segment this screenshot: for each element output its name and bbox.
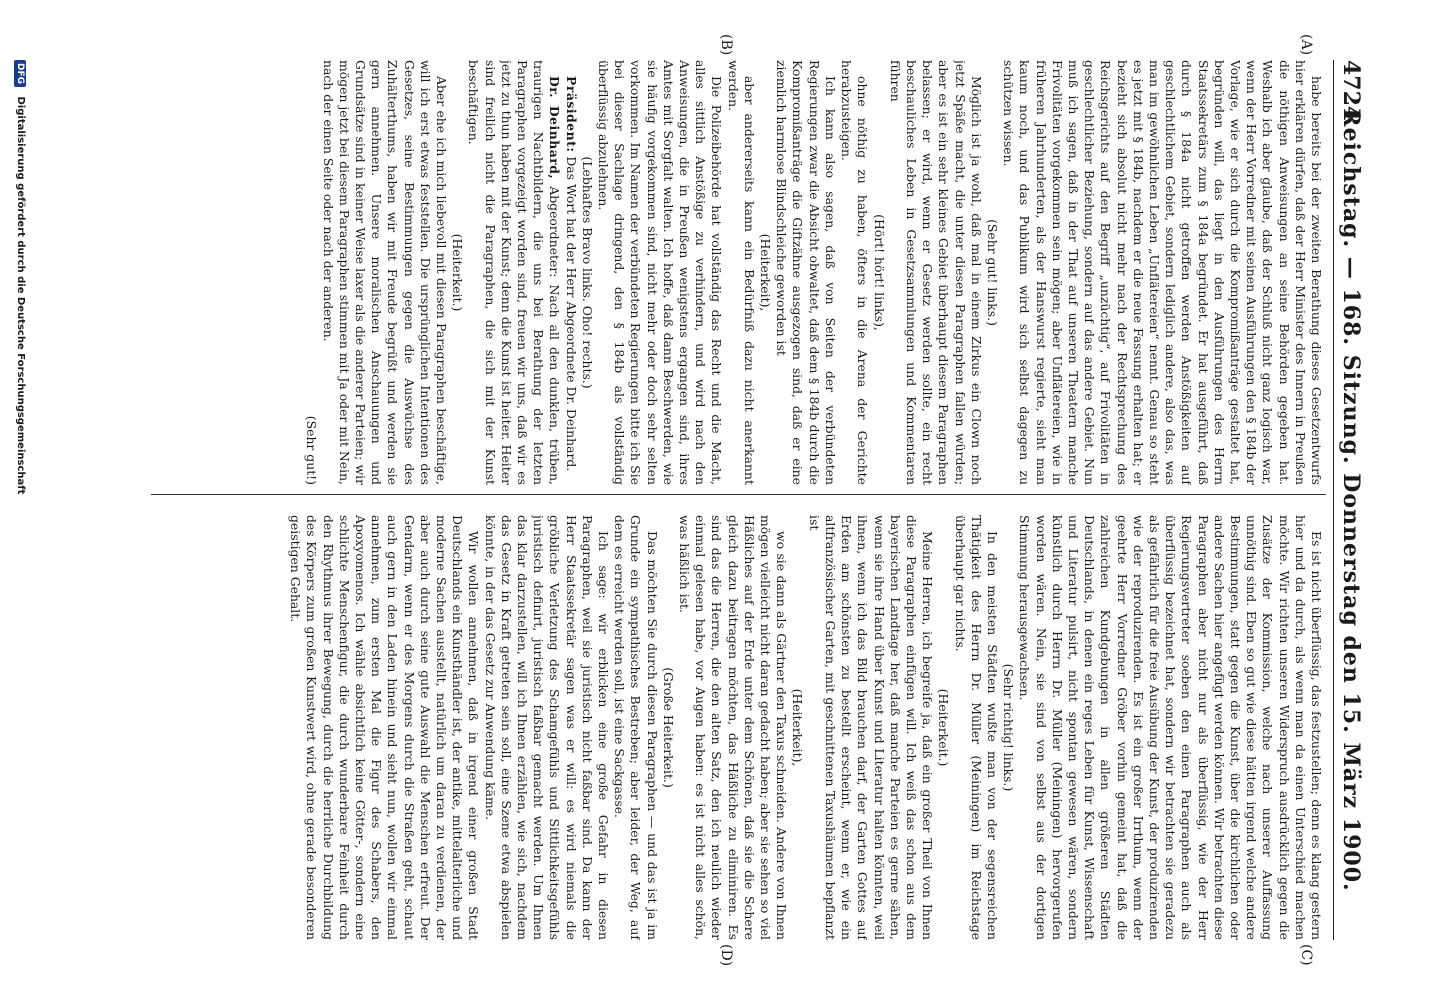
speaker-paragraph xyxy=(465,60,562,485)
interjection: (Heiterkeit), xyxy=(790,688,806,767)
interjection: (Hört! hört! links), xyxy=(871,214,887,331)
body-paragraph: Die Polizeibehörde hat vollständig das Recht und die Macht, alles sittlich Anstößige zu verhindern, und wird nach den Anweisungen, die in Preußen wenigstens ergangen sind, ihres Amtes mit Sorgfalt walten. Ich hoffe, daß dann Beschwerden, wie sie häufig vorgekommen sind, nicht mehr oder doch sehr selten vorkommen. Im Namen der verbündeten Regierungen bitte ich Sie bei dieser Sachlage dringend, den § 184b als vollständig überflüssig abzulehnen. xyxy=(596,60,725,485)
digitization-credit: Digitalisierung gefördert durch die Deutsche Forschungsgemeinschaft xyxy=(15,96,26,495)
body-paragraph: In den meisten Städten wußte man von der segensreichen Thätigkeit des Herrn Dr. Müller (Meiningen) im Reichstage überhaupt gar nichts. xyxy=(952,515,1000,940)
column-divider xyxy=(151,494,1326,495)
body-paragraph: wo sie dann als Gärtner den Taxus schneiden. Andere von Ihnen mögen vielleicht nicht daran gedacht haben; aber sie sehen so viel Häßliches auf der Erde unter dem Schönen, daß sie die Schere gleich dazu beitragen möchten, das Häßliche zu eliminiren. Es sind das die Herren, die den alten Satz, den ich neulich wieder einmal gelesen habe, vor Augen haben: es ist nicht alles schön, was häßlich ist. xyxy=(677,515,790,940)
body-paragraph: Aber ehe ich mich liebevoll mit diesen Paragraphen beschäftige, will ich erst etwas feststellen. Die ursprünglichen Intentionen des Gesetzes, seine Bestimmungen gegen die Auswüchse des Zuhälterthums, haben wir mit Freude begrüßt und werden sie gern annehmen. Unsere moralischen Anschauungen und Grundsätze sind in keiner Weise laxer als die anderer Parteien; wir mögen jetzt bei diesem Paragraphen stimmen mit Ja oder mit Nein, nach der einen Seite oder nach der anderen. xyxy=(320,60,450,485)
left-column xyxy=(154,60,1324,485)
body-paragraph: Es ist nicht überflüssig, das festzustellen; denn es klang gestern hier und da durch, als wenn man da einen Unterschied machen möchte. Wir richten unseren Widerspruch ausdrücklich gegen die Zusätze der Kommission, welche nach unserer Auffassung unnöthig sind. Eben so gut wie diese hätten irgend welche andere Bestimmungen, statt gegen die Kunst, über die kirchlichen oder andere Sachen hier angefügt werden können. Wir betrachten diese Paragraphen aber nicht nur als überflüssig, wie der Herr Regierungsvertreter soeben den einen Paragraphen auch als überflüssig bezeichnet hat, sondern wir betrachten sie geradezu als gefährlich für die freie Ausübung der Kunst, der produzirenden wie der reproduzirenden. Es ist ein großer Irrthum, wenn der geehrte Herr Vorredner Gröber vorhin gemeint hat, daß die zahlreichen Kundgebungen in allen größeren Städten Deutschlands, in denen ein reges Leben für Kunst, Wissenschaft und Literatur pulsirt, nicht spontan gewesen wären, sondern künstlich durch Herrn Dr. Müller (Meiningen) hervorgerufen worden wären. Nein, sie sind von selbst aus der dortigen Stimmung herausgewachsen. xyxy=(1017,515,1324,940)
margin-marker-d: (D) xyxy=(718,944,734,967)
body-paragraph: Möglich ist ja wohl, daß mal in einem Zirkus ein Clown noch jetzt Späße macht, die unter diesen Paragraphen fallen würden; aber es ist ein sehr kleines Gebiet überhaupt diesem Paragraphen belassen; er wird, wenn er Gesetz werden sollte, ein recht beschauliches Leben in Gesetzsammlungen und Kommentaren führen xyxy=(887,60,984,485)
interjection: (Sehr gut!) xyxy=(304,415,320,485)
page-header xyxy=(1333,60,1364,940)
interjection: (Sehr gut! links.) xyxy=(984,219,1000,326)
page-number: 4724 xyxy=(1338,60,1364,122)
body-paragraph: Meine Herren, ich begreife ja, daß ein großer Theil von Ihnen diese Paragraphen einfügen will. Ich weiß das schon aus dem bayerischen Landtage her, daß manche Parteien es gerne sähen, wenn sie ihre Hand über Kunst und Literatur halten könnten, weil ihnen, wenn ich das Bild brauchen darf, der Garten Gottes auf Erden am schönsten zu bestellt erscheint, wenn er, wie ein altfranzösischer Garten, mit geschnittenen Taxushäumen bepflanzt ist xyxy=(806,515,936,940)
right-column xyxy=(154,515,1324,940)
margin-marker-a: (A) xyxy=(1298,34,1314,56)
running-title: Reichstag. — 168. Sitzung. Donnerstag den 15. März 1900. xyxy=(1338,108,1364,892)
body-paragraph: habe bereits bei der zweiten Berathung dieses Gesetzentwurfs hier erklären dürfen, daß der Herr Minister des Innern in Preußen die nöthigen Anweisungen an seine Behörden gegeben hat. Weshalb ich aber glaube, daß der Schluß nicht ganz logisch war, wenn der Herr Vorredner mit seinen Ausführungen den § 184b der Vorlage, wie er sich durch die Kompromißanträge gestaltet hat, begründen will, das liegt in den Ausführungen des Herrn Staatssekretärs zum § 184a begründet. Er hat ausgeführt, daß durch § 184a nicht getroffen werden Anstößigkeiten auf geschlechtlichem Gebiet, sondern lediglich andere, also das, was man im gewöhnlichen Leben „Unflätereien“ nennt. Genau so steht es jetzt mit § 184b, nachdem er die neue Fassung erhalten hat; er bezieht sich absolut nicht mehr nach der Rechtsprechung des Reichsgerichts auf den Begriff „unzüchtig“, auf Frivolitäten in geschlechtlicher Beziehung, sondern auf das andere Gebiet. Nun muß ich sagen, daß in der That auf unseren Theatern manche Frivolitäten vorgekommen sein mögen; aber Unflätereien, wie in früheren Jahrhunderten, als der Hanswurst regierte, sieht man kaum noch, und das Publikum wird sich selbst dagegen zu schützen wissen. xyxy=(1001,60,1324,485)
interjection: (Lebhaftes Bravo links. Oho! rechts.) xyxy=(579,156,595,389)
interjection: (Heiterkeit), xyxy=(758,233,774,312)
speech-text: Das Wort hat der Herr Abgeordnete Dr. Deinhard. xyxy=(563,152,579,472)
dfg-logo: DFG xyxy=(14,60,26,87)
body-paragraph: ohne nöthig zu haben, öfters in die Arena der Gerichte herabzusteigen. xyxy=(839,60,871,485)
speech-text: Abgeordneter: Nach all den dunklen, trüben, traurigen Nachtbildern, die uns bei Berathung der letzten Paragraphen vorgezeigt worden sind, freuen wir uns, daß wir es jetzt zu thun haben mit der Kunst; denn die Kunst ist heiter. Heiter sind freilich nicht die Paragraphen, die sich mit der Kunst beschäftigen. xyxy=(466,60,563,485)
interjection: (Heiterkeit.) xyxy=(936,688,952,767)
margin-marker-c: (C) xyxy=(1298,944,1314,966)
interjection: (Sehr richtig! links.) xyxy=(1001,663,1017,792)
body-paragraph: aber andererseits kann ein Bedürfniß dazu nicht anerkannt werden. xyxy=(725,60,757,485)
body-paragraph: Wir wollen annehmen, daß in irgend einer großen Stadt Deutschlands ein Kunsthändler ist, der antike, mittelalterliche und moderne Sachen ausstellt, natürlich um daran zu verdienen, der aber auch durch seine gute Auswahl die Menschen erfreut. Der Gendarm, wenn er des Morgens durch die Straßen geht, schaut auch gern in den Laden hinein und sieht nun, wollen wir einmal annehmen, zum ersten Mal die Figur des Schabers, den Apoxyomenos. Ich wähle absichtlich keine Götter-, sondern eine schlichte Menschenfigur, die durch wunderbare Feinheit durch den Rhythmus ihrer Bewegung, durch die herrliche Durchbildung des Körpers zum großen Kunstwert wird, ohne gerade besonderen geistigen Gehalt. xyxy=(288,515,482,940)
body-paragraph: Ich kann also sagen, daß von Seiten der verbündeten Regierungen zwar die Absicht obwaltet, daß dem § 184b durch die Kompromißanträge die Giftzähne ausgezogen sind, daß er eine ziemlich harmlose Blindschleiche geworden ist xyxy=(774,60,838,485)
interjection: (Heiterkeit.) xyxy=(450,233,466,312)
speaker-name: Dr. Deinhard, xyxy=(547,76,563,180)
speaker-paragraph xyxy=(562,60,578,485)
interjection: (Große Heiterkeit.) xyxy=(660,667,676,788)
body-paragraph: Das möchten Sie durch diesen Paragraphen — und das ist ja im Grunde ein sympathisches Bestreben; aber leider, der Weg, auf dem es erreicht werden soll, ist eine Sackgasse. xyxy=(612,515,660,940)
margin-marker-b: (B) xyxy=(718,34,734,56)
page-footer xyxy=(8,60,26,940)
body-paragraph: Ich sage: wir erblicken eine große Gefahr in diesen Paragraphen, weil sie juristisch nicht faßbar sind. Da kann der Herr Staatssekretär sagen was er will: es wird niemals die gröbliche Verletzung des Schamgefühls und Sittlichkeitsgefühls juristisch definirt, juristisch faßbar gemacht werden. Um Ihnen das klar darzustellen, will ich Ihnen erzählen, wie sich, nachdem das Gesetz in Kraft getreten sein soll, eine Szene etwa abspielen könnte, in der das Gesetz zur Anwendung käme. xyxy=(482,515,612,940)
speaker-name: Präsident: xyxy=(563,76,579,153)
